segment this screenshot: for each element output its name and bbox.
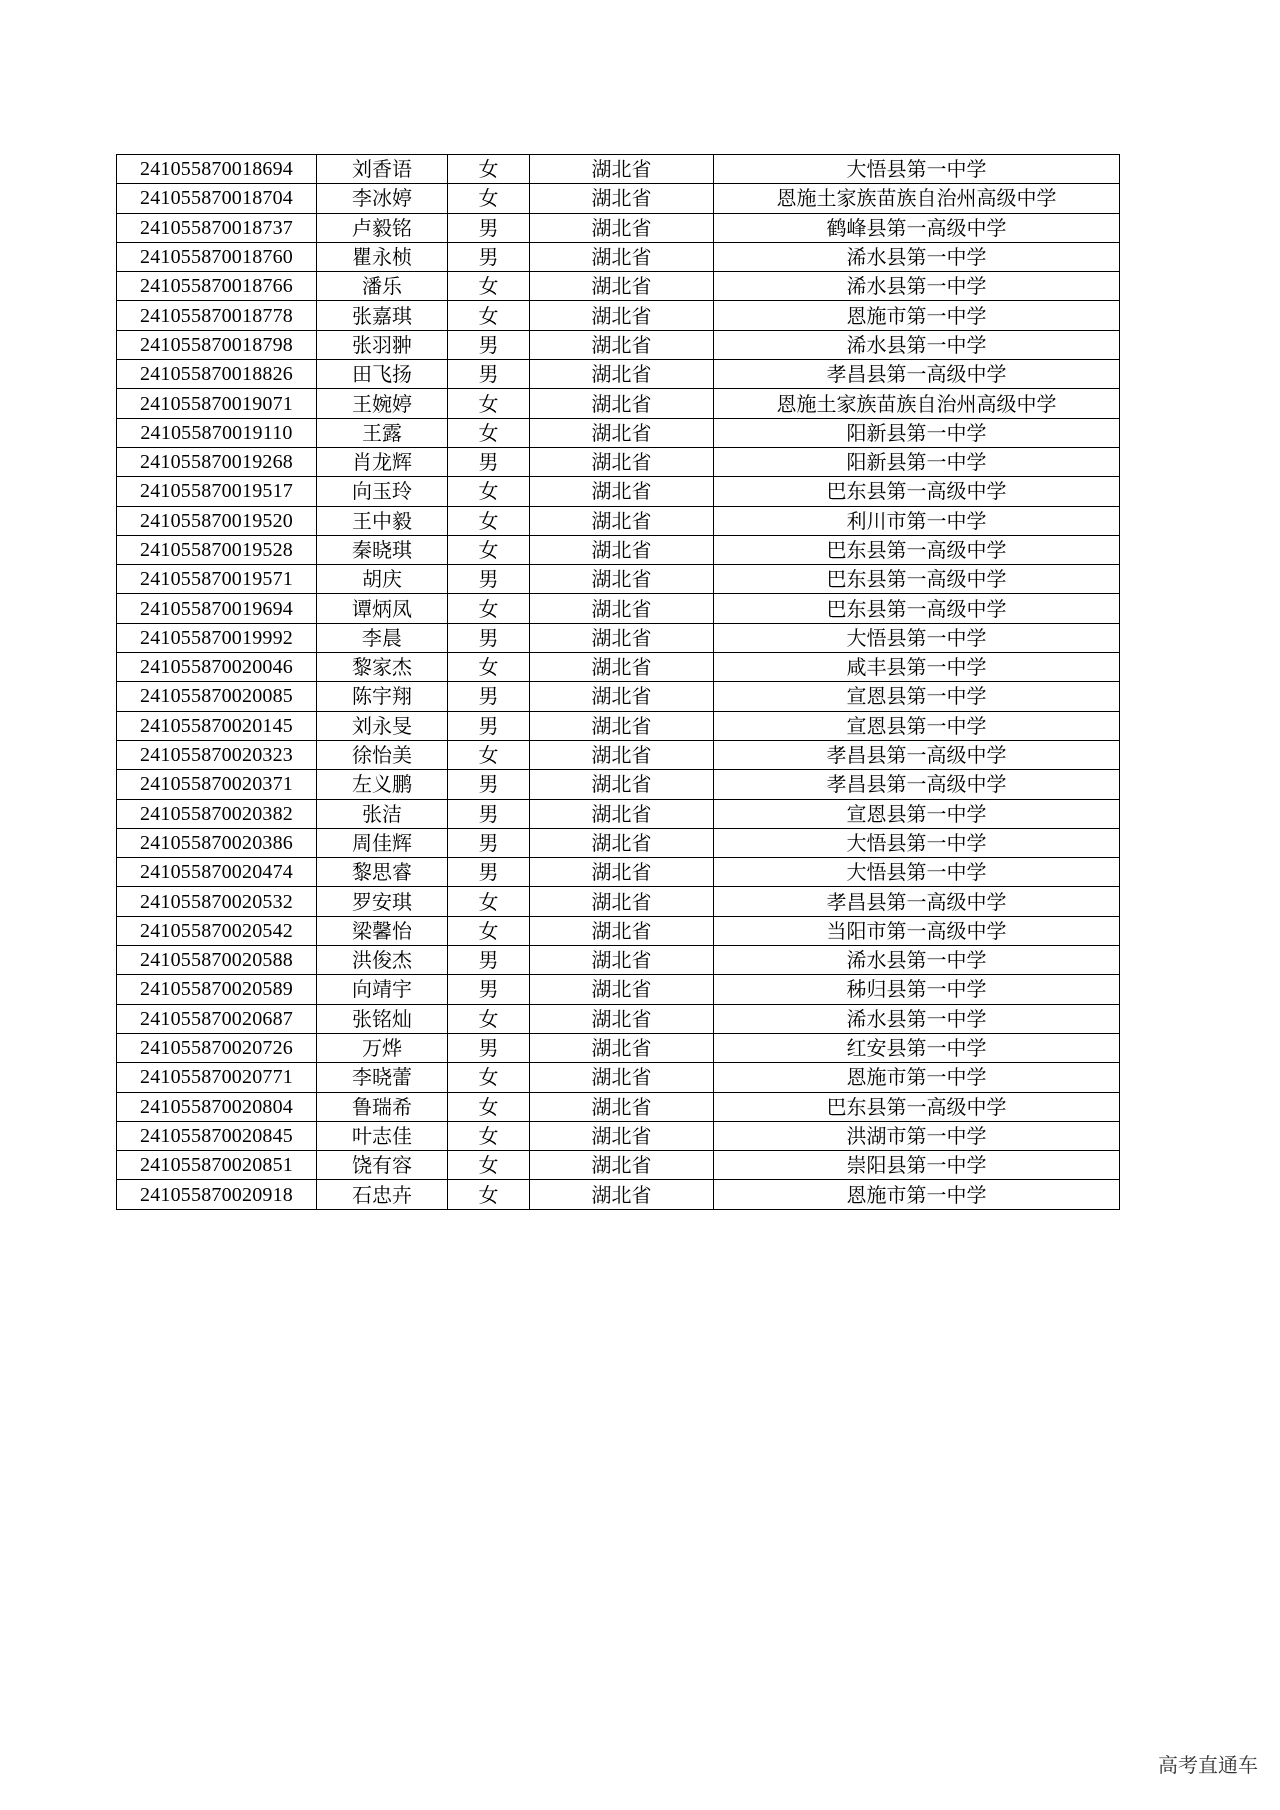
province-cell: 湖北省 bbox=[530, 1004, 714, 1033]
province-cell: 湖北省 bbox=[530, 418, 714, 447]
table-row bbox=[117, 1180, 1120, 1209]
student-name-cell: 周佳辉 bbox=[317, 828, 448, 857]
exam-number-cell: 241055870018760 bbox=[117, 242, 317, 271]
province-cell: 湖北省 bbox=[530, 272, 714, 301]
exam-number-cell: 241055870020845 bbox=[117, 1121, 317, 1150]
gender-cell: 男 bbox=[448, 858, 530, 887]
student-name-cell: 胡庆 bbox=[317, 565, 448, 594]
gender-cell: 男 bbox=[448, 242, 530, 271]
gender-cell: 女 bbox=[448, 1092, 530, 1121]
gender-cell: 女 bbox=[448, 272, 530, 301]
student-name-cell: 黎家杰 bbox=[317, 653, 448, 682]
school-cell: 大悟县第一中学 bbox=[714, 828, 1120, 857]
school-cell: 利川市第一中学 bbox=[714, 506, 1120, 535]
student-name-cell: 瞿永桢 bbox=[317, 242, 448, 271]
school-cell: 大悟县第一中学 bbox=[714, 155, 1120, 184]
exam-number-cell: 241055870020474 bbox=[117, 858, 317, 887]
roster-table-body bbox=[117, 155, 1120, 1210]
student-name-cell: 饶有容 bbox=[317, 1151, 448, 1180]
table-row bbox=[117, 330, 1120, 359]
gender-cell: 女 bbox=[448, 184, 530, 213]
school-cell: 阳新县第一中学 bbox=[714, 418, 1120, 447]
gender-cell: 男 bbox=[448, 828, 530, 857]
school-cell: 巴东县第一高级中学 bbox=[714, 565, 1120, 594]
province-cell: 湖北省 bbox=[530, 184, 714, 213]
province-cell: 湖北省 bbox=[530, 389, 714, 418]
province-cell: 湖北省 bbox=[530, 242, 714, 271]
table-row bbox=[117, 740, 1120, 769]
school-cell: 洪湖市第一中学 bbox=[714, 1121, 1120, 1150]
student-name-cell: 田飞扬 bbox=[317, 360, 448, 389]
student-name-cell: 罗安琪 bbox=[317, 887, 448, 916]
gender-cell: 女 bbox=[448, 389, 530, 418]
gender-cell: 女 bbox=[448, 1180, 530, 1209]
watermark-label: 高考直通车 bbox=[1158, 1753, 1258, 1777]
table-row bbox=[117, 1092, 1120, 1121]
school-cell: 孝昌县第一高级中学 bbox=[714, 887, 1120, 916]
exam-number-cell: 241055870018826 bbox=[117, 360, 317, 389]
table-row bbox=[117, 213, 1120, 242]
student-name-cell: 向玉玲 bbox=[317, 477, 448, 506]
table-row bbox=[117, 711, 1120, 740]
table-row bbox=[117, 682, 1120, 711]
province-cell: 湖北省 bbox=[530, 828, 714, 857]
student-name-cell: 万烨 bbox=[317, 1033, 448, 1062]
table-row bbox=[117, 858, 1120, 887]
student-name-cell: 向靖宇 bbox=[317, 975, 448, 1004]
school-cell: 崇阳县第一中学 bbox=[714, 1151, 1120, 1180]
student-name-cell: 陈宇翔 bbox=[317, 682, 448, 711]
student-name-cell: 刘香语 bbox=[317, 155, 448, 184]
table-row bbox=[117, 623, 1120, 652]
school-cell: 巴东县第一高级中学 bbox=[714, 535, 1120, 564]
exam-number-cell: 241055870020323 bbox=[117, 740, 317, 769]
table-row bbox=[117, 506, 1120, 535]
exam-number-cell: 241055870020918 bbox=[117, 1180, 317, 1209]
school-cell: 大悟县第一中学 bbox=[714, 858, 1120, 887]
exam-number-cell: 241055870020145 bbox=[117, 711, 317, 740]
province-cell: 湖北省 bbox=[530, 623, 714, 652]
table-row bbox=[117, 477, 1120, 506]
school-cell: 巴东县第一高级中学 bbox=[714, 477, 1120, 506]
table-row bbox=[117, 828, 1120, 857]
school-cell: 巴东县第一高级中学 bbox=[714, 594, 1120, 623]
exam-number-cell: 241055870020046 bbox=[117, 653, 317, 682]
exam-number-cell: 241055870020382 bbox=[117, 799, 317, 828]
exam-number-cell: 241055870019992 bbox=[117, 623, 317, 652]
province-cell: 湖北省 bbox=[530, 740, 714, 769]
student-name-cell: 石忠卉 bbox=[317, 1180, 448, 1209]
school-cell: 浠水县第一中学 bbox=[714, 946, 1120, 975]
student-name-cell: 张羽翀 bbox=[317, 330, 448, 359]
table-row bbox=[117, 155, 1120, 184]
table-row bbox=[117, 535, 1120, 564]
gender-cell: 女 bbox=[448, 653, 530, 682]
student-name-cell: 肖龙辉 bbox=[317, 447, 448, 476]
roster-sheet bbox=[116, 154, 1119, 1210]
table-row bbox=[117, 653, 1120, 682]
student-name-cell: 徐怡美 bbox=[317, 740, 448, 769]
school-cell: 恩施市第一中学 bbox=[714, 1180, 1120, 1209]
table-row bbox=[117, 272, 1120, 301]
province-cell: 湖北省 bbox=[530, 506, 714, 535]
school-cell: 秭归县第一中学 bbox=[714, 975, 1120, 1004]
gender-cell: 男 bbox=[448, 565, 530, 594]
school-cell: 浠水县第一中学 bbox=[714, 272, 1120, 301]
exam-number-cell: 241055870020588 bbox=[117, 946, 317, 975]
student-name-cell: 梁馨怡 bbox=[317, 916, 448, 945]
gender-cell: 女 bbox=[448, 155, 530, 184]
gender-cell: 女 bbox=[448, 1063, 530, 1092]
table-row bbox=[117, 565, 1120, 594]
province-cell: 湖北省 bbox=[530, 594, 714, 623]
exam-number-cell: 241055870019694 bbox=[117, 594, 317, 623]
province-cell: 湖北省 bbox=[530, 565, 714, 594]
student-name-cell: 刘永旻 bbox=[317, 711, 448, 740]
province-cell: 湖北省 bbox=[530, 653, 714, 682]
student-name-cell: 张洁 bbox=[317, 799, 448, 828]
school-cell: 宣恩县第一中学 bbox=[714, 799, 1120, 828]
table-row bbox=[117, 360, 1120, 389]
school-cell: 红安县第一中学 bbox=[714, 1033, 1120, 1062]
province-cell: 湖北省 bbox=[530, 1121, 714, 1150]
student-name-cell: 王露 bbox=[317, 418, 448, 447]
table-row bbox=[117, 975, 1120, 1004]
exam-number-cell: 241055870019520 bbox=[117, 506, 317, 535]
student-name-cell: 黎思睿 bbox=[317, 858, 448, 887]
school-cell: 孝昌县第一高级中学 bbox=[714, 360, 1120, 389]
gender-cell: 女 bbox=[448, 916, 530, 945]
province-cell: 湖北省 bbox=[530, 1180, 714, 1209]
province-cell: 湖北省 bbox=[530, 155, 714, 184]
student-name-cell: 鲁瑞希 bbox=[317, 1092, 448, 1121]
exam-number-cell: 241055870020371 bbox=[117, 770, 317, 799]
student-name-cell: 潘乐 bbox=[317, 272, 448, 301]
gender-cell: 男 bbox=[448, 770, 530, 799]
gender-cell: 女 bbox=[448, 535, 530, 564]
school-cell: 孝昌县第一高级中学 bbox=[714, 740, 1120, 769]
province-cell: 湖北省 bbox=[530, 477, 714, 506]
table-row bbox=[117, 1151, 1120, 1180]
student-name-cell: 叶志佳 bbox=[317, 1121, 448, 1150]
gender-cell: 男 bbox=[448, 799, 530, 828]
gender-cell: 男 bbox=[448, 447, 530, 476]
exam-number-cell: 241055870020532 bbox=[117, 887, 317, 916]
province-cell: 湖北省 bbox=[530, 799, 714, 828]
school-cell: 鹤峰县第一高级中学 bbox=[714, 213, 1120, 242]
province-cell: 湖北省 bbox=[530, 1033, 714, 1062]
gender-cell: 女 bbox=[448, 506, 530, 535]
school-cell: 宣恩县第一中学 bbox=[714, 711, 1120, 740]
gender-cell: 男 bbox=[448, 623, 530, 652]
school-cell: 浠水县第一中学 bbox=[714, 1004, 1120, 1033]
gender-cell: 男 bbox=[448, 946, 530, 975]
exam-number-cell: 241055870018737 bbox=[117, 213, 317, 242]
gender-cell: 男 bbox=[448, 213, 530, 242]
province-cell: 湖北省 bbox=[530, 301, 714, 330]
table-row bbox=[117, 594, 1120, 623]
exam-number-cell: 241055870020386 bbox=[117, 828, 317, 857]
school-cell: 大悟县第一中学 bbox=[714, 623, 1120, 652]
roster-table bbox=[116, 154, 1120, 1210]
province-cell: 湖北省 bbox=[530, 213, 714, 242]
exam-number-cell: 241055870019571 bbox=[117, 565, 317, 594]
exam-number-cell: 241055870020804 bbox=[117, 1092, 317, 1121]
province-cell: 湖北省 bbox=[530, 682, 714, 711]
school-cell: 当阳市第一高级中学 bbox=[714, 916, 1120, 945]
gender-cell: 男 bbox=[448, 1033, 530, 1062]
school-cell: 巴东县第一高级中学 bbox=[714, 1092, 1120, 1121]
table-row bbox=[117, 447, 1120, 476]
student-name-cell: 王中毅 bbox=[317, 506, 448, 535]
table-row bbox=[117, 1121, 1120, 1150]
gender-cell: 男 bbox=[448, 360, 530, 389]
province-cell: 湖北省 bbox=[530, 946, 714, 975]
gender-cell: 女 bbox=[448, 1004, 530, 1033]
province-cell: 湖北省 bbox=[530, 770, 714, 799]
student-name-cell: 李晓蕾 bbox=[317, 1063, 448, 1092]
student-name-cell: 洪俊杰 bbox=[317, 946, 448, 975]
gender-cell: 女 bbox=[448, 301, 530, 330]
gender-cell: 男 bbox=[448, 330, 530, 359]
province-cell: 湖北省 bbox=[530, 1092, 714, 1121]
gender-cell: 男 bbox=[448, 711, 530, 740]
school-cell: 宣恩县第一中学 bbox=[714, 682, 1120, 711]
exam-number-cell: 241055870018704 bbox=[117, 184, 317, 213]
table-row bbox=[117, 418, 1120, 447]
school-cell: 浠水县第一中学 bbox=[714, 242, 1120, 271]
table-row bbox=[117, 946, 1120, 975]
table-row bbox=[117, 242, 1120, 271]
province-cell: 湖北省 bbox=[530, 975, 714, 1004]
exam-number-cell: 241055870019110 bbox=[117, 418, 317, 447]
gender-cell: 女 bbox=[448, 887, 530, 916]
exam-number-cell: 241055870020542 bbox=[117, 916, 317, 945]
student-name-cell: 秦晓琪 bbox=[317, 535, 448, 564]
table-row bbox=[117, 799, 1120, 828]
student-name-cell: 张铭灿 bbox=[317, 1004, 448, 1033]
exam-number-cell: 241055870020687 bbox=[117, 1004, 317, 1033]
gender-cell: 女 bbox=[448, 594, 530, 623]
exam-number-cell: 241055870020726 bbox=[117, 1033, 317, 1062]
exam-number-cell: 241055870020085 bbox=[117, 682, 317, 711]
student-name-cell: 王婉婷 bbox=[317, 389, 448, 418]
table-row bbox=[117, 887, 1120, 916]
student-name-cell: 谭炳凤 bbox=[317, 594, 448, 623]
table-row bbox=[117, 1063, 1120, 1092]
student-name-cell: 左义鹏 bbox=[317, 770, 448, 799]
gender-cell: 女 bbox=[448, 740, 530, 769]
table-row bbox=[117, 389, 1120, 418]
province-cell: 湖北省 bbox=[530, 330, 714, 359]
table-row bbox=[117, 1004, 1120, 1033]
province-cell: 湖北省 bbox=[530, 535, 714, 564]
table-row bbox=[117, 916, 1120, 945]
province-cell: 湖北省 bbox=[530, 858, 714, 887]
province-cell: 湖北省 bbox=[530, 711, 714, 740]
province-cell: 湖北省 bbox=[530, 1151, 714, 1180]
table-row bbox=[117, 184, 1120, 213]
province-cell: 湖北省 bbox=[530, 447, 714, 476]
school-cell: 浠水县第一中学 bbox=[714, 330, 1120, 359]
school-cell: 孝昌县第一高级中学 bbox=[714, 770, 1120, 799]
gender-cell: 男 bbox=[448, 975, 530, 1004]
table-row bbox=[117, 301, 1120, 330]
school-cell: 恩施市第一中学 bbox=[714, 301, 1120, 330]
province-cell: 湖北省 bbox=[530, 916, 714, 945]
table-row bbox=[117, 1033, 1120, 1062]
school-cell: 咸丰县第一中学 bbox=[714, 653, 1120, 682]
student-name-cell: 李冰婷 bbox=[317, 184, 448, 213]
student-name-cell: 卢毅铭 bbox=[317, 213, 448, 242]
province-cell: 湖北省 bbox=[530, 887, 714, 916]
exam-number-cell: 241055870019268 bbox=[117, 447, 317, 476]
school-cell: 恩施土家族苗族自治州高级中学 bbox=[714, 389, 1120, 418]
table-row bbox=[117, 770, 1120, 799]
exam-number-cell: 241055870019071 bbox=[117, 389, 317, 418]
province-cell: 湖北省 bbox=[530, 1063, 714, 1092]
school-cell: 阳新县第一中学 bbox=[714, 447, 1120, 476]
province-cell: 湖北省 bbox=[530, 360, 714, 389]
exam-number-cell: 241055870018778 bbox=[117, 301, 317, 330]
exam-number-cell: 241055870018798 bbox=[117, 330, 317, 359]
exam-number-cell: 241055870019517 bbox=[117, 477, 317, 506]
gender-cell: 男 bbox=[448, 682, 530, 711]
gender-cell: 女 bbox=[448, 418, 530, 447]
gender-cell: 女 bbox=[448, 1151, 530, 1180]
exam-number-cell: 241055870019528 bbox=[117, 535, 317, 564]
exam-number-cell: 241055870018766 bbox=[117, 272, 317, 301]
gender-cell: 女 bbox=[448, 477, 530, 506]
school-cell: 恩施土家族苗族自治州高级中学 bbox=[714, 184, 1120, 213]
student-name-cell: 张嘉琪 bbox=[317, 301, 448, 330]
student-name-cell: 李晨 bbox=[317, 623, 448, 652]
exam-number-cell: 241055870020851 bbox=[117, 1151, 317, 1180]
gender-cell: 女 bbox=[448, 1121, 530, 1150]
exam-number-cell: 241055870020589 bbox=[117, 975, 317, 1004]
exam-number-cell: 241055870018694 bbox=[117, 155, 317, 184]
school-cell: 恩施市第一中学 bbox=[714, 1063, 1120, 1092]
exam-number-cell: 241055870020771 bbox=[117, 1063, 317, 1092]
